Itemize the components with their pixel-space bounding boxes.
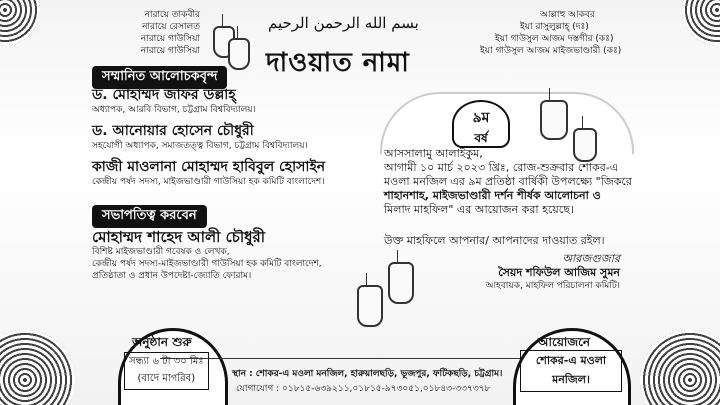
speaker-block <box>92 86 256 116</box>
slogan-line: নারায়ে রেসালত <box>142 22 200 32</box>
slogan-line: নারায়ে গাউসিয়া <box>140 46 200 56</box>
lantern-icon <box>228 38 250 70</box>
bismillah-calligraphy: بسم الله الرحمن الرحيم <box>268 14 419 32</box>
speaker-block <box>92 122 308 152</box>
invitation-body <box>384 161 632 217</box>
signature-name: সৈয়দ শফিউল আজিম সুমন <box>498 266 620 279</box>
body-line: শাহানশাহ, মাইজভাণ্ডারী দর্শন শীর্ষক আলোচনা ও <box>384 189 601 202</box>
speaker-name: ড. মোহাম্মদ জাফর উল্লাহ্ <box>92 87 236 103</box>
mandala-top-right-ornament <box>682 0 720 45</box>
slogan-line: ইয়া রাসুলুল্লাহ্ (দঃ) <box>520 22 589 32</box>
organizer-box <box>520 350 622 392</box>
slogan-line: ইয়া গাউসুল আজম দস্তগীর (কঃ) <box>495 34 614 44</box>
slogan-line: ইয়া গাউসুল আজম মাইজভাণ্ডারী (কঃ) <box>480 46 622 56</box>
chair-desc-line: বিশিষ্ট মাইজভাণ্ডারী গবেষক ও লেখক, <box>92 247 230 257</box>
speaker-desc: কেন্দ্রীয় পর্ষদ সদস্য, মাইজভাণ্ডারী গাউসিয়া হক কমিটি বাংলাদেশ। <box>92 177 325 187</box>
speaker-desc: সহযোগী অধ্যাপক, সমাজতত্ত্ব বিভাগ, চট্টগ্রাম বিশ্ববিদ্যালয়। <box>92 141 308 151</box>
organizer-heading: আয়োজনে <box>538 335 591 349</box>
slogan-line: আল্লাহু আকবর <box>540 10 595 20</box>
start-note: (বাদে মাগরিব) <box>137 373 196 384</box>
start-heading: অনুষ্ঠান শুরু <box>132 335 192 349</box>
signature-block <box>470 252 620 292</box>
organizer-line: শোকর-এ মওলা <box>535 354 607 367</box>
start-time: সন্ধ্যা ৬ টা ৩০ মিঃ <box>129 356 204 367</box>
mandala-bottom-right-ornament <box>640 330 720 405</box>
speaker-name: কাজী মাওলানা মোহাম্মদ হাবিবুল হোসাইন <box>92 159 326 175</box>
mandala-top-left-ornament <box>0 0 40 45</box>
chair-desc-line: কেন্দ্রীয় পর্ষদ সদস্য-মাইজভাণ্ডারী গাউসিয়া হক কমিটি বাংলাদেশ, <box>92 259 322 269</box>
chair-heading: সভাপতিত্ব করবেন <box>92 205 207 228</box>
year-word: বর্ষ <box>474 131 488 145</box>
slogan-line: নারায়ে গাউসিয়া <box>140 34 200 44</box>
venue-line: স্থান : শোকর-এ মওলা মনজিল, হারুয়ালছড়ি, ভূজপুর, ফটিকছড়ি, চট্টগ্রাম। <box>232 369 503 379</box>
page-title: দাওয়াত নামা <box>266 48 410 78</box>
organizer-line: মনজিল। <box>552 373 590 386</box>
slogan-line: নারায়ে তাকবীর <box>144 10 200 20</box>
year-badge <box>452 100 510 148</box>
body-line: মওলা মনজিল এর ৯ম প্রতিষ্ঠা বার্ষিকী উপলক্ষ্যে "জিকরে <box>384 175 632 188</box>
signature-role: আহবায়ক, মাহফিল পরিচালনা কমিটি। <box>485 281 620 291</box>
slogans-right <box>480 9 621 57</box>
body-line: মিলাদ মাহফিল" এর আয়োজন করা হয়েছে। <box>384 203 574 216</box>
contact-line: যোগাযোগ : ০১৮১৫-৬৩৯২১১,০১৮১৫-৯৭৩০৫১,০১৮৪৩-৩৩৭৩৭৮ <box>236 384 491 394</box>
body-line: আগামী ১০ মার্চ ২০২৩ খ্রিঃ, রোজ-শুক্রবার শোকর-এ <box>384 161 619 174</box>
lantern-icon <box>388 262 414 304</box>
lantern-icon <box>540 100 568 140</box>
chair-name: মোহাম্মদ শাহেদ আলী চৌধুরী <box>92 228 266 246</box>
mandala-bottom-left-ornament <box>0 330 75 405</box>
invite-line: উক্ত মাহফিলে আপনার/ আপনাদের দাওয়াত রইল। <box>384 234 605 247</box>
chair-block <box>92 228 322 282</box>
speakers-heading: সম্মানিত আলোচকবৃন্দ <box>92 66 227 89</box>
speaker-block <box>92 158 325 188</box>
year-number: ৯ম <box>472 110 490 126</box>
signature-label: আরজগুজার <box>562 252 620 265</box>
speaker-desc: অধ্যাপক, আরবি বিভাগ, চট্টগ্রাম বিশ্ববিদ্যালয়। <box>92 105 256 115</box>
greeting: আসসালামু আলাইকুম, <box>384 147 483 160</box>
chair-desc-line: প্রতিষ্ঠাতা ও প্রধান উপদেষ্টা-জ্যোতি ফোরাম। <box>92 271 252 281</box>
slogans-left <box>110 9 200 57</box>
lantern-icon <box>357 285 383 327</box>
lantern-icon <box>573 128 597 162</box>
speaker-name: ড. আনোয়ার হোসেন চৌধুরী <box>92 123 254 139</box>
